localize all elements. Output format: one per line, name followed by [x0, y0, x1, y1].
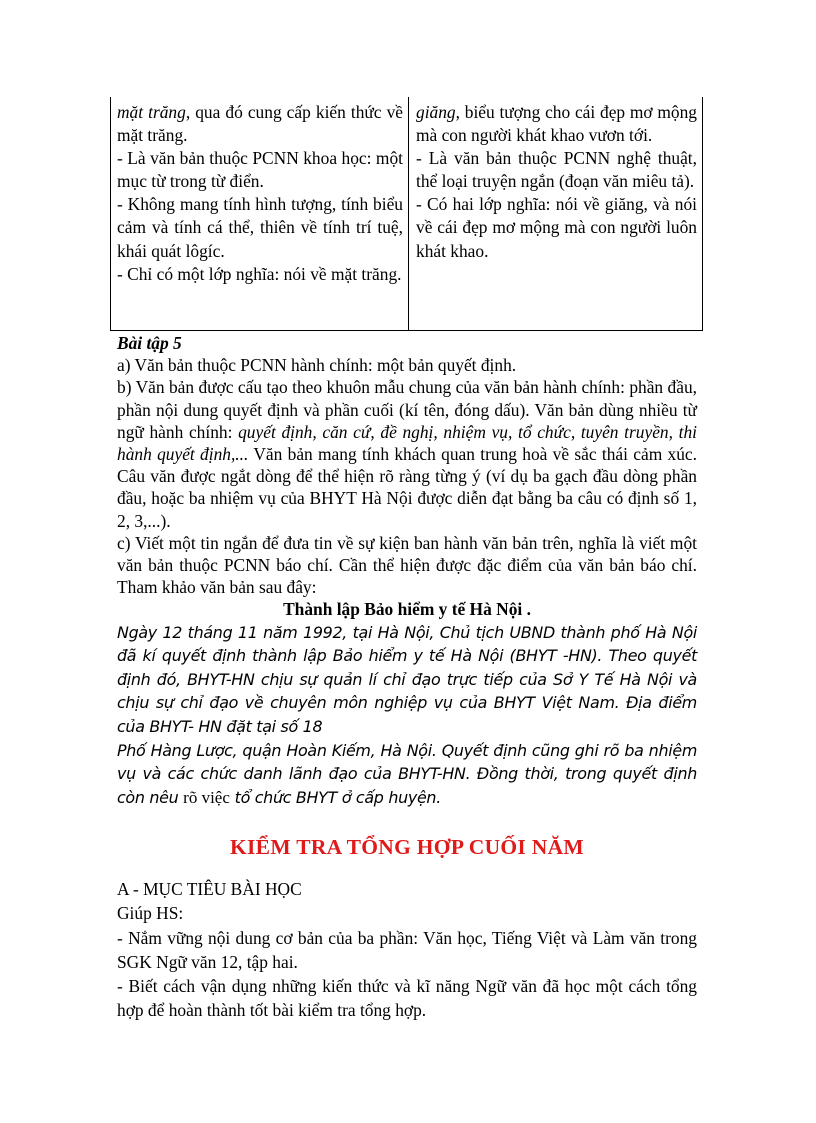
- news-paragraph-2: [117, 739, 697, 810]
- objective-item-1: - Nắm vững nội dung cơ bản của ba phần: Văn học, Tiếng Việt và Làm văn trong SGK Ngữ văn 12, tập hai.: [117, 927, 697, 972]
- table-cell-left: [111, 97, 409, 330]
- objectives-intro: Giúp HS:: [117, 903, 184, 924]
- exercise-section: [117, 332, 697, 809]
- text-span: Phố Hàng Lược, quận Hoàn Kiếm, Hà Nội. Quyết định cũng ghi rõ ba nhiệm vụ và các chức danh lãnh đạo của BHYT-HN. Đồng thời, trong quyết định còn nêu: [117, 740, 697, 807]
- table-left-line-1: [117, 101, 403, 147]
- table-right-line-2: - Là văn bản thuộc PCNN nghệ thuật, thể loại truyện ngắn (đoạn văn miêu tả).: [416, 148, 697, 192]
- text-span: rõ việc: [183, 787, 230, 807]
- objectives-section: [117, 877, 697, 1023]
- table-left-line-4: - Chỉ có một lớp nghĩa: nói về mặt trăng.: [117, 263, 402, 284]
- italic-term: mặt trăng: [117, 102, 186, 122]
- exercise-heading: Bài tập 5: [117, 333, 182, 353]
- news-title: Thành lập Bảo hiểm y tế Hà Nội .: [283, 599, 531, 620]
- objective-item-2: - Biết cách vận dụng những kiến thức và kĩ năng Ngữ văn đã học một cách tổng hợp để hoàn thành tốt bài kiểm tra tổng hợp.: [117, 976, 697, 1021]
- italic-term: giăng: [416, 102, 456, 122]
- text-span: , biểu tượng cho cái đẹp mơ mộng mà con người khát khao vươn tới.: [416, 102, 697, 146]
- exercise-part-b: [117, 376, 697, 531]
- table-left-line-2: - Là văn bản thuộc PCNN khoa học: một mục từ trong từ điển.: [117, 148, 403, 192]
- exercise-part-a: a) Văn bản thuộc PCNN hành chính: một bản quyết định.: [117, 355, 517, 376]
- news-paragraph-1: Ngày 12 tháng 11 năm 1992, tại Hà Nội, Chủ tịch UBND thành phố Hà Nội đã kí quyết định thành lập Bảo hiểm y tế Hà Nội (BHYT -HN). Theo quyết định đó, BHYT-HN chịu sự quản lí chỉ đạo trực tiếp của Sở Y Tế Hà Nội và chịu sự chỉ đạo về chuyên môn nghiệp vụ của BHYT Việt Nam. Địa điểm của BHYT- HN đặt tại số 18: [117, 622, 697, 737]
- table-right-line-3: - Có hai lớp nghĩa: nói về giăng, và nói về cái đẹp mơ mộng mà con người luôn khát khao.: [416, 194, 697, 261]
- text-span: , qua đó cung cấp kiến thức về mặt trăng.: [117, 102, 403, 146]
- text-span: Văn bản mang tính khách quan trung hoà về sắc thái cảm xúc. Câu văn được ngắt dòng để thể hiện rõ ràng từng ý (ví dụ ba gạch đầu dòng phần đầu, hoặc ba nhiệm vụ của BHYT Hà Nội được diễn đạt bằng ba câu có định số 1, 2, 3,...).: [117, 444, 697, 531]
- text-span: b) Văn bản được cấu tạo theo khuôn mẫu chung của văn bản hành chính: phần đầu, phần nội dung quyết định và phần cuối (kí tên, đóng dấu). Văn bản dùng nhiều từ ngữ hành chính:: [117, 377, 697, 442]
- section-title: KIỂM TRA TỔNG HỢP CUỐI NĂM: [229, 835, 585, 859]
- text-span: tổ chức BHYT ở cấp huyện.: [229, 787, 441, 807]
- exercise-part-c: c) Viết một tin ngắn để đưa tin về sự kiện ban hành văn bản trên, nghĩa là viết một văn bản thuộc PCNN báo chí. Cần thể hiện được đặc điểm của văn bản báo chí. Tham khảo văn bản sau đây:: [117, 532, 697, 598]
- table-left-line-3: - Không mang tính hình tượng, tính biểu cảm và tính cá thể, thiên về tính trí tuệ, khái quát lôgíc.: [117, 194, 403, 261]
- italic-terms: quyết định, căn cứ, đề nghị, nhiệm vụ, tổ chức, tuyên truyền, thi hành quyết định,...: [117, 421, 697, 465]
- objectives-heading: A - MỤC TIÊU BÀI HỌC: [117, 879, 302, 899]
- table-cell-right: [409, 97, 702, 330]
- table-right-line-1: [416, 101, 697, 147]
- comparison-table: [110, 97, 703, 331]
